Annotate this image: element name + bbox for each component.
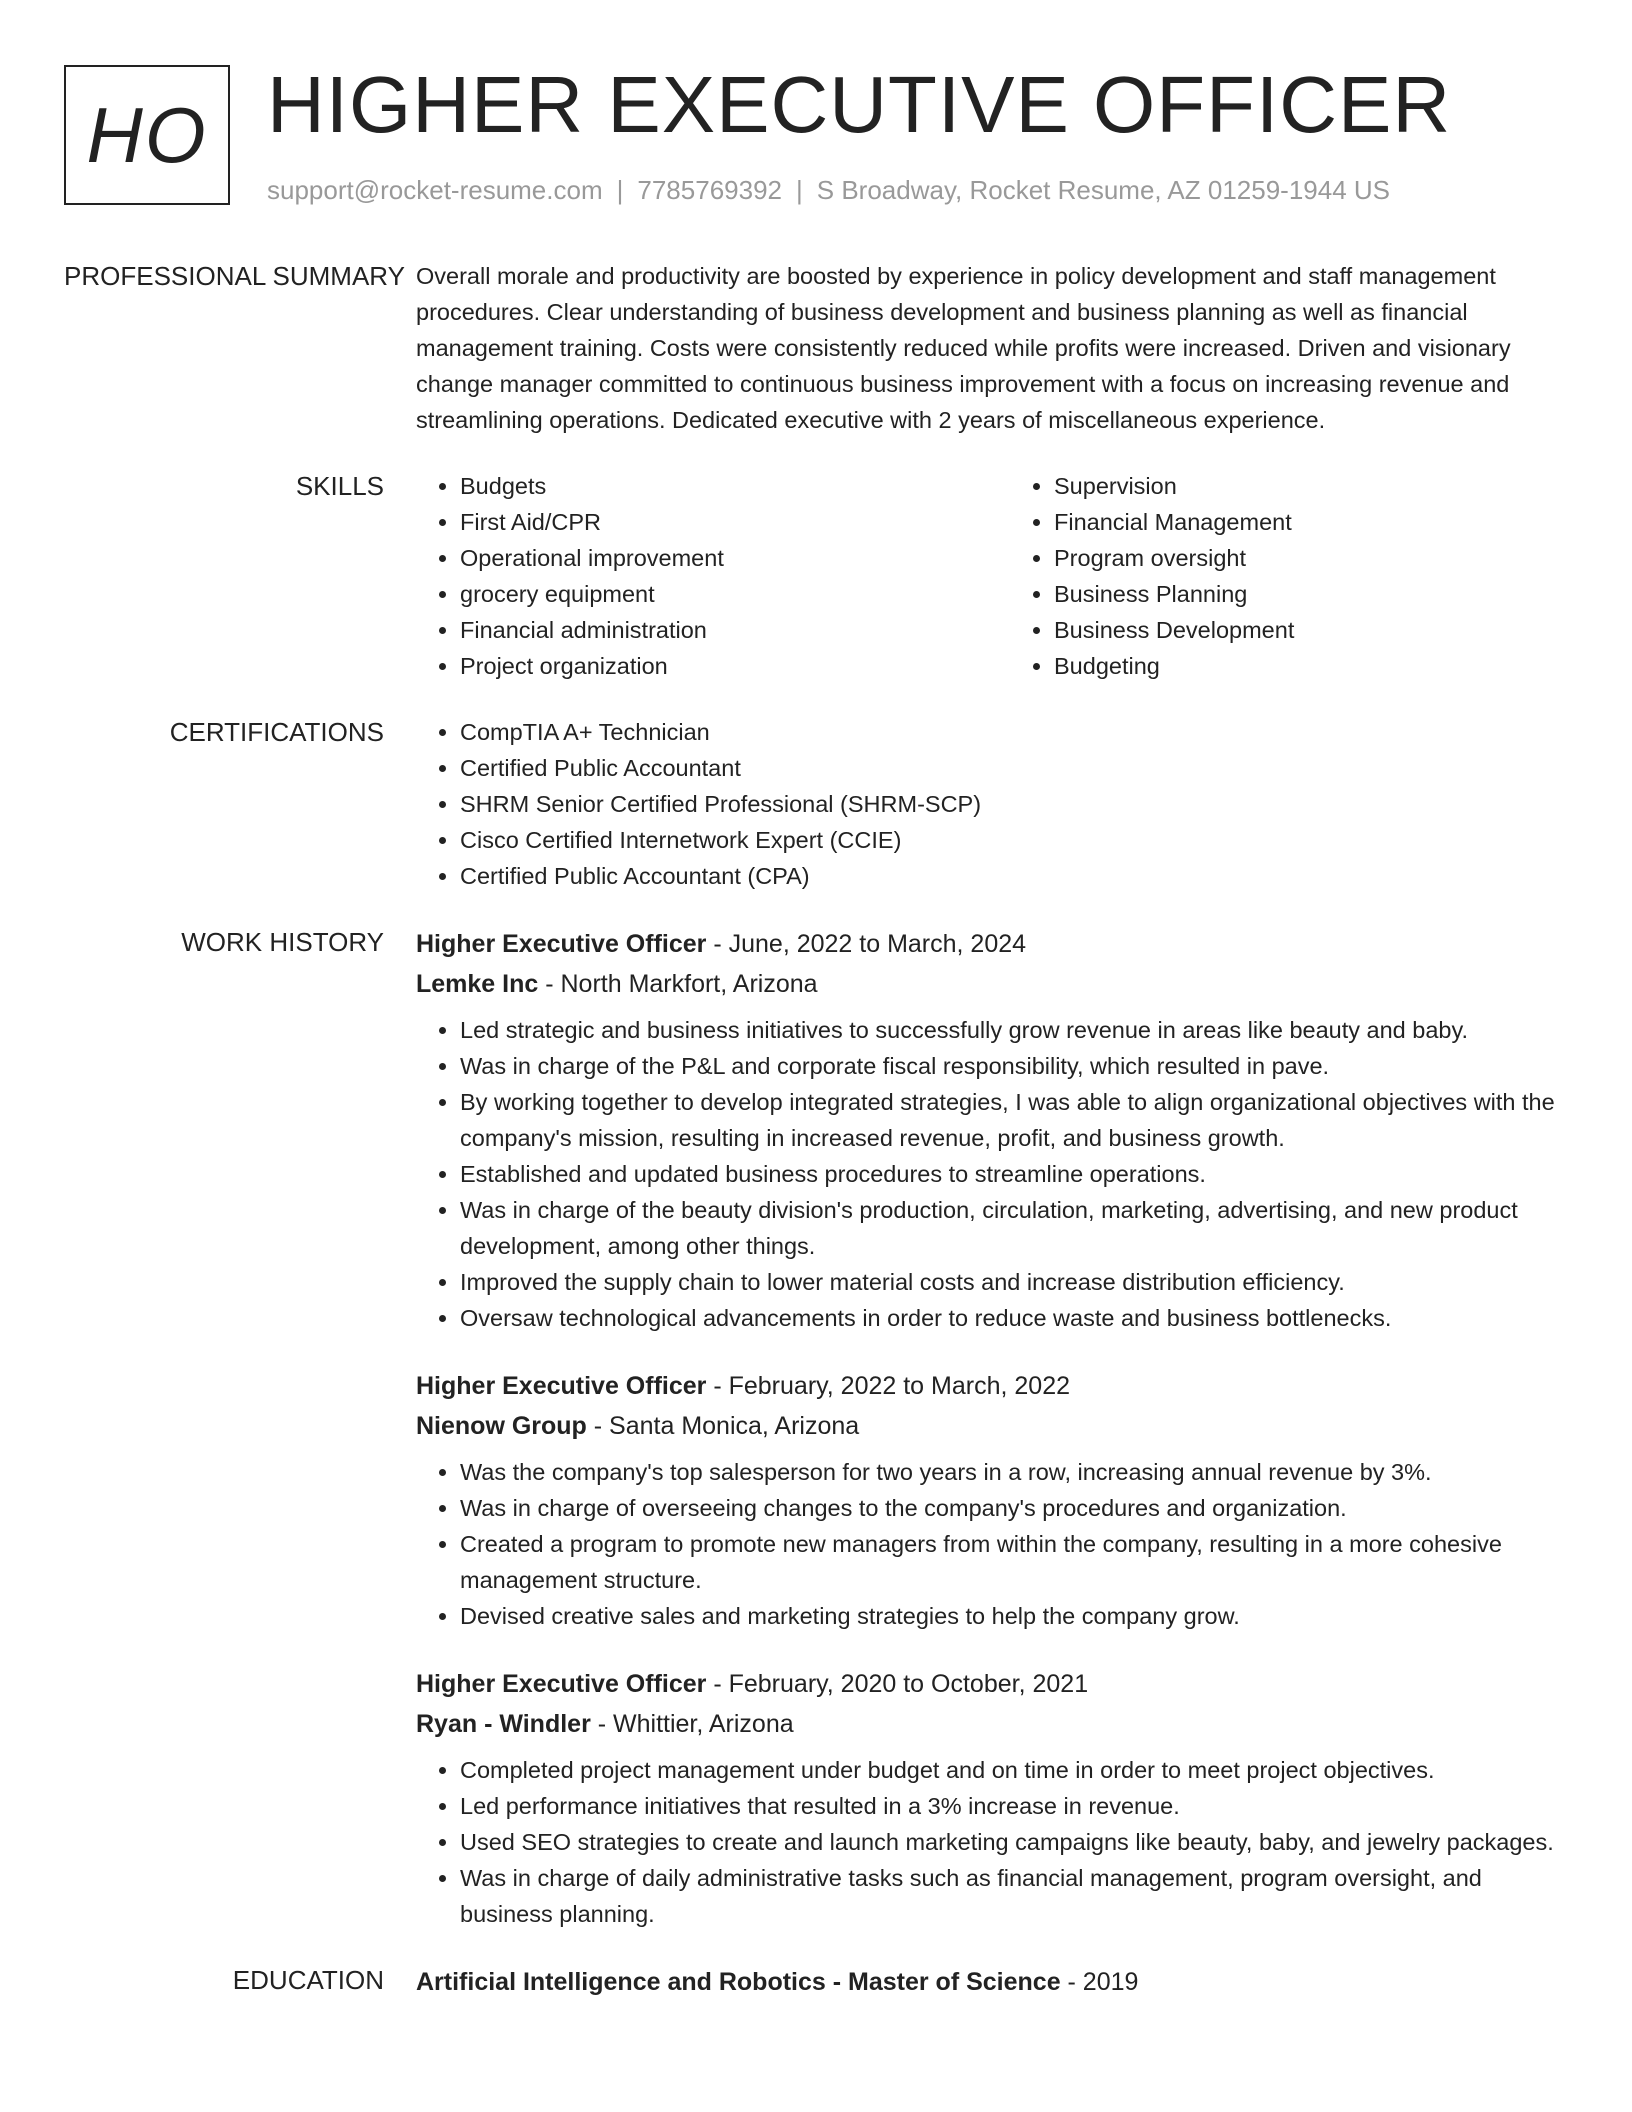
education-line bbox=[416, 1962, 1568, 2002]
job-company-line bbox=[416, 1406, 1568, 1446]
section-body bbox=[416, 258, 1568, 438]
contact-address: S Broadway, Rocket Resume, AZ 01259-1944 US bbox=[816, 175, 1391, 205]
job-bullet: • Led performance initiatives that resulted in a 3% increase in revenue. bbox=[460, 1788, 1568, 1824]
job-company: Ryan - Windler bbox=[416, 1710, 591, 1738]
certification-item: • Certified Public Accountant bbox=[460, 750, 1568, 786]
job-dates: - February, 2022 to March, 2022 bbox=[706, 1372, 1071, 1400]
job-entry bbox=[416, 1366, 1568, 1634]
skill-item: • Program oversight bbox=[1054, 540, 1604, 576]
job-company: Nienow Group bbox=[416, 1412, 587, 1440]
skill-item: • Operational improvement bbox=[460, 540, 1010, 576]
job-bullet: • Was in charge of overseeing changes to the company's procedures and organization. bbox=[460, 1490, 1568, 1526]
job-bullet: • Was the company's top salesperson for two years in a row, increasing annual revenue by 3%. bbox=[460, 1454, 1568, 1490]
job-entry bbox=[416, 1664, 1568, 1932]
page-title: HIGHER EXECUTIVE OFFICER bbox=[267, 60, 1452, 149]
certification-list bbox=[416, 714, 1568, 894]
skill-item: • Financial Management bbox=[1054, 504, 1604, 540]
certification-item: • SHRM Senior Certified Professional (SHRM-SCP) bbox=[460, 786, 1568, 822]
job-bullet: • Oversaw technological advancements in order to reduce waste and business bottlenecks. bbox=[460, 1300, 1568, 1336]
job-bullet: • Was in charge of daily administrative tasks such as financial management, program oversight, and business planning. bbox=[460, 1860, 1568, 1932]
job-bullet: • Improved the supply chain to lower material costs and increase distribution efficiency. bbox=[460, 1264, 1568, 1300]
job-bullets bbox=[416, 1012, 1568, 1336]
section-label: WORK HISTORY bbox=[181, 927, 384, 957]
job-location: - Santa Monica, Arizona bbox=[586, 1412, 860, 1440]
job-title: Higher Executive Officer bbox=[416, 1670, 707, 1698]
job-title-line bbox=[416, 924, 1568, 964]
job-location: - North Markfort, Arizona bbox=[538, 970, 818, 998]
job-bullets bbox=[416, 1454, 1568, 1634]
job-title: Higher Executive Officer bbox=[416, 930, 707, 958]
job-bullet: • Completed project management under budget and on time in order to meet project objectives. bbox=[460, 1752, 1568, 1788]
skill-item: • Supervision bbox=[1054, 468, 1604, 504]
certification-item: • Cisco Certified Internetwork Expert (CCIE) bbox=[460, 822, 1568, 858]
section-body bbox=[416, 1962, 1568, 2002]
skills-grid bbox=[416, 468, 1604, 684]
job-dates: - February, 2020 to October, 2021 bbox=[706, 1670, 1089, 1698]
section-education bbox=[64, 1962, 1568, 2002]
skill-item: • Budgets bbox=[460, 468, 1010, 504]
education-degree: Artificial Intelligence and Robotics - Master of Science bbox=[416, 1968, 1061, 1996]
resume-header bbox=[64, 60, 1568, 215]
section-body bbox=[416, 714, 1568, 894]
contact-separator: | bbox=[616, 175, 624, 205]
job-bullet: • By working together to develop integrated strategies, I was able to align organizational objectives with the company's mission, resulting in increased revenue, profit, and business growth. bbox=[460, 1084, 1568, 1156]
section-label: SKILLS bbox=[295, 471, 384, 501]
job-company-line bbox=[416, 964, 1568, 1004]
section-label: PROFESSIONAL SUMMARY bbox=[64, 261, 405, 291]
skill-item: • Business Planning bbox=[1054, 576, 1604, 612]
skill-item: • First Aid/CPR bbox=[460, 504, 1010, 540]
job-bullet: • Created a program to promote new managers from within the company, resulting in a more cohesive management structure. bbox=[460, 1526, 1568, 1598]
skills-column-left bbox=[416, 468, 1010, 684]
job-title-line bbox=[416, 1366, 1568, 1406]
skill-item: • Project organization bbox=[460, 648, 1010, 684]
skill-item: • Business Development bbox=[1054, 612, 1604, 648]
skills-column-right bbox=[1010, 468, 1604, 684]
certification-item: • Certified Public Accountant (CPA) bbox=[460, 858, 1568, 894]
skill-item: • Financial administration bbox=[460, 612, 1010, 648]
section-label: EDUCATION bbox=[232, 1965, 384, 1995]
skill-item: • grocery equipment bbox=[460, 576, 1010, 612]
job-bullet: • Used SEO strategies to create and launch marketing campaigns like beauty, baby, and jewelry packages. bbox=[460, 1824, 1568, 1860]
job-title: Higher Executive Officer bbox=[416, 1372, 707, 1400]
certification-item: • CompTIA A+ Technician bbox=[460, 714, 1568, 750]
job-entry bbox=[416, 924, 1568, 1336]
job-bullet: • Was in charge of the P&L and corporate fiscal responsibility, which resulted in pave. bbox=[460, 1048, 1568, 1084]
job-company: Lemke Inc bbox=[416, 970, 539, 998]
job-location: - Whittier, Arizona bbox=[590, 1710, 794, 1738]
job-bullet: • Led strategic and business initiatives to successfully grow revenue in areas like beauty and baby. bbox=[460, 1012, 1568, 1048]
section-label: CERTIFICATIONS bbox=[169, 717, 384, 747]
resume-content bbox=[64, 258, 1568, 2032]
job-title-line bbox=[416, 1664, 1568, 1704]
job-company-line bbox=[416, 1704, 1568, 1744]
education-year: - 2019 bbox=[1060, 1968, 1139, 1996]
job-bullets bbox=[416, 1752, 1568, 1932]
section-body bbox=[416, 924, 1568, 1932]
contact-separator: | bbox=[796, 175, 803, 205]
section-summary bbox=[64, 258, 1568, 438]
section-skills bbox=[64, 468, 1568, 684]
monogram-badge: HO bbox=[64, 65, 230, 205]
job-bullet: • Established and updated business procedures to streamline operations. bbox=[460, 1156, 1568, 1192]
section-certifications bbox=[64, 714, 1568, 894]
job-dates: - June, 2022 to March, 2024 bbox=[706, 930, 1027, 958]
summary-text: Overall morale and productivity are boosted by experience in policy development and staff management procedures. Clear understanding of business development and business planning as well as financial management training. Costs were consistently reduced while profits were increased. Driven and visionary change manager committed to continuous business improvement with a focus on increasing revenue and streamlining operations. Dedicated executive with 2 years of miscellaneous experience. bbox=[416, 263, 1511, 433]
contact-email[interactable]: support@rocket-resume.com bbox=[267, 175, 603, 205]
section-work-history bbox=[64, 924, 1568, 1932]
contact-line bbox=[267, 175, 1390, 206]
contact-phone[interactable]: 7785769392 bbox=[637, 175, 782, 205]
job-bullet: • Devised creative sales and marketing strategies to help the company grow. bbox=[460, 1598, 1568, 1634]
skill-item: • Budgeting bbox=[1054, 648, 1604, 684]
job-bullet: • Was in charge of the beauty division's production, circulation, marketing, advertising, and new product development, among other things. bbox=[460, 1192, 1568, 1264]
